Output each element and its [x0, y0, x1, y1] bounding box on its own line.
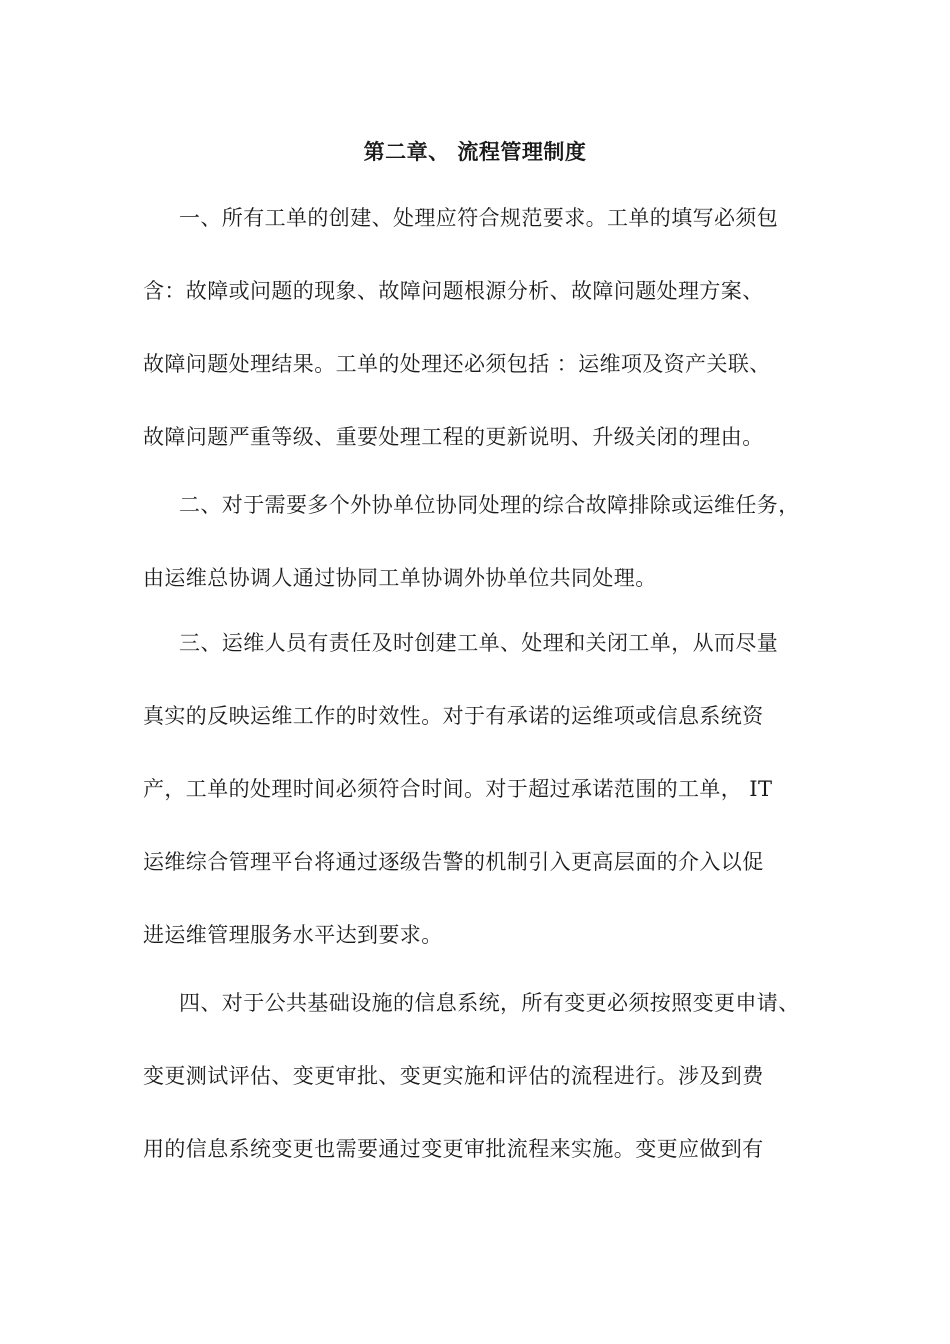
text-line: 由运维总协调人通过协同工单协调外协单位共同处理。	[143, 566, 657, 590]
text-line: 产，工单的处理时间必须符合时间。对于超过承诺范围的工单， IT	[143, 777, 773, 801]
text-line: 二、对于需要多个外协单位协同处理的综合故障排除或运维任务，	[179, 493, 800, 517]
text-line: 含：故障或问题的现象、故障问题根源分析、故障问题处理方案、	[143, 279, 764, 303]
text-line: 真实的反映运维工作的时效性。对于有承诺的运维项或信息系统资	[143, 704, 764, 728]
text-line: 进运维管理服务水平达到要求。	[143, 923, 443, 947]
text-line: 变更测试评估、变更审批、变更实施和评估的流程进行。涉及到费	[143, 1064, 764, 1088]
text-line: 一、所有工单的创建、处理应符合规范要求。工单的填写必须包	[179, 206, 779, 230]
chapter-title: 第二章、 流程管理制度	[363, 139, 587, 164]
text-line: 运维综合管理平台将通过逐级告警的机制引入更高层面的介入以促	[143, 850, 764, 874]
text-line: 故障问题处理结果。工单的处理还必须包括 ：运维项及资产关联、	[143, 352, 771, 376]
text-line: 三、运维人员有责任及时创建工单、处理和关闭工单，从而尽量	[179, 631, 779, 655]
text-line: 用的信息系统变更也需要通过变更审批流程来实施。变更应做到有	[143, 1137, 764, 1161]
text-line: 故障问题严重等级、重要处理工程的更新说明、升级关闭的理由。	[143, 425, 764, 449]
text-line: 四、对于公共基础设施的信息系统，所有变更必须按照变更申请、	[179, 991, 800, 1015]
